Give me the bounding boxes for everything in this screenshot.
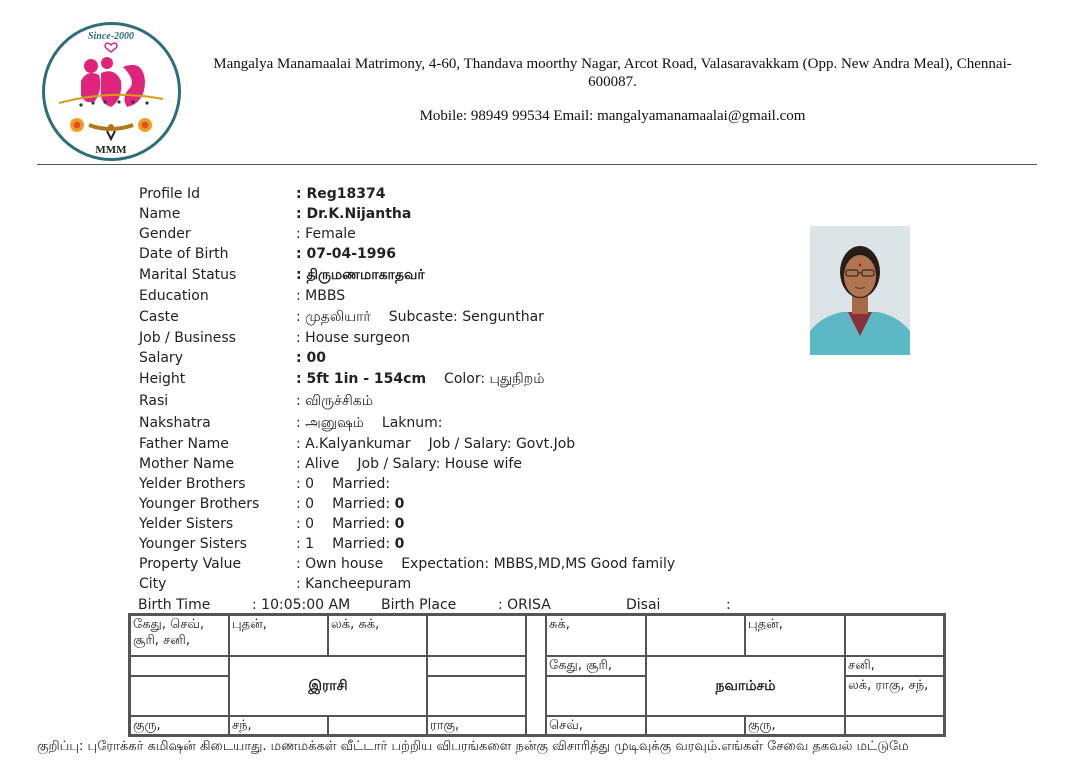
horoscope-charts <box>128 613 946 737</box>
field-label: Rasi <box>139 393 169 409</box>
rasi-cell <box>427 676 526 716</box>
field-label: Education <box>139 288 209 304</box>
expectation-text: Expectation: MBBS,MD,MS Good family <box>401 556 676 572</box>
navamsam-chart-title: நவாம்சம் <box>646 656 845 716</box>
field-label: Job / Business <box>139 330 236 346</box>
married-label: Married: <box>332 476 391 492</box>
field-label: Marital Status <box>139 267 237 283</box>
field-value: : Reg18374 <box>296 186 386 202</box>
disai-value: : <box>726 597 731 613</box>
field-value: : House surgeon <box>296 330 411 346</box>
field-value: : திருமணமாகாதவர் <box>296 267 425 283</box>
father-job-text: Job / Salary: Govt.Job <box>428 436 576 452</box>
agency-address: Mangalya Manamaalai Matrimony, 4-60, Thandava moorthy Nagar, Arcot Road, Valasaravakkam (Opp. New Andra Meal), Chennai-600087. <box>213 56 1012 90</box>
field-value: : Alive <box>296 456 340 472</box>
rasi-cell <box>328 716 427 735</box>
navamsam-cell <box>546 676 646 716</box>
birth-time-value: : 10:05:00 AM <box>252 597 351 613</box>
rasi-chart-title: இராசி <box>229 656 427 716</box>
chart-separator <box>526 615 546 735</box>
rasi-cell <box>130 676 229 716</box>
navamsam-cell: லக், ராகு, சந், <box>845 676 944 716</box>
field-label: Gender <box>139 226 191 242</box>
field-value: : MBBS <box>296 288 346 304</box>
field-label: Profile Id <box>139 186 200 202</box>
married-value: 0 <box>394 536 405 552</box>
field-label: Height <box>139 371 186 387</box>
field-label: Salary <box>139 350 183 366</box>
field-label: Nakshatra <box>139 415 211 431</box>
rasi-cell: லக், சுக், <box>328 615 427 656</box>
agency-header <box>200 55 1025 125</box>
disclaimer-note: குறிப்பு: புரோக்கர் கமிஷன் கிடையாது. மணமக்கள் வீட்டார் பற்றிய விபரங்களை நன்கு விசாரித்து முடிவுக்கு வரவும்.எங்கள் சேவை தகவல் மட்டுமே <box>37 739 909 754</box>
navamsam-cell: புதன், <box>745 615 845 656</box>
field-value: : 0 <box>296 516 315 532</box>
company-logo <box>41 21 182 162</box>
married-value: 0 <box>394 496 405 512</box>
birth-place-value: : ORISA <box>498 597 551 613</box>
field-value: : விருச்சிகம் <box>296 393 374 409</box>
married-label: Married: <box>332 516 391 532</box>
married-value: 0 <box>394 516 405 532</box>
field-value: : 5ft 1in - 154cm <box>296 371 427 387</box>
navamsam-cell: குரு, <box>745 716 845 735</box>
field-label: Yelder Brothers <box>139 476 246 492</box>
married-label: Married: <box>332 496 391 512</box>
field-value: : 1 <box>296 536 315 552</box>
subcaste-text: Subcaste: Sengunthar <box>388 309 544 325</box>
header-divider <box>37 164 1037 165</box>
birth-time-label: Birth Time <box>138 597 211 613</box>
rasi-cell: புதன், <box>229 615 328 656</box>
navamsam-cell <box>845 716 944 735</box>
logo-initials: MMM <box>95 144 127 156</box>
field-label: Yelder Sisters <box>139 516 234 532</box>
field-label: Younger Brothers <box>139 496 260 512</box>
field-label: Caste <box>139 309 179 325</box>
field-value: : அனுஷம் <box>296 415 364 431</box>
field-label: City <box>139 576 167 592</box>
navamsam-cell: செவ், <box>546 716 646 735</box>
logo-since-text: Since-2000 <box>87 31 135 42</box>
rasi-cell: ராகு, <box>427 716 526 735</box>
rasi-cell: சந், <box>229 716 328 735</box>
rasi-cell <box>130 656 229 676</box>
field-label: Name <box>139 206 181 222</box>
field-value: : Kancheepuram <box>296 576 412 592</box>
field-label: Date of Birth <box>139 246 229 262</box>
married-label: Married: <box>332 536 391 552</box>
field-value: : 0 <box>296 496 315 512</box>
field-value: : முதலியார் <box>296 309 371 325</box>
disai-label: Disai <box>626 597 661 613</box>
navamsam-cell <box>646 615 745 656</box>
field-value: : Female <box>296 226 356 242</box>
navamsam-cell: சுக், <box>546 615 646 656</box>
field-value: : A.Kalyankumar <box>296 436 411 452</box>
field-value: : 00 <box>296 350 326 366</box>
agency-contact: Mobile: 98949 99534 Email: mangalyamanamaalai@gmail.com <box>419 108 806 124</box>
field-value: : 0 <box>296 476 315 492</box>
field-label: Mother Name <box>139 456 235 472</box>
rasi-cell <box>427 656 526 676</box>
navamsam-cell: கேது, சூரி, <box>546 656 646 676</box>
field-value: : Own house <box>296 556 384 572</box>
field-label: Property Value <box>139 556 242 572</box>
laknum-text: Laknum: <box>381 415 443 431</box>
birth-place-label: Birth Place <box>381 597 457 613</box>
field-label: Younger Sisters <box>139 536 247 552</box>
field-value: : Dr.K.Nijantha <box>296 206 412 222</box>
rasi-cell <box>427 615 526 656</box>
field-label: Father Name <box>139 436 229 452</box>
color-text: Color: புதுநிறம் <box>444 371 545 387</box>
rasi-cell: கேது, செவ், சூரி, சனி, <box>130 615 229 656</box>
navamsam-cell: சனி, <box>845 656 944 676</box>
field-value: : 07-04-1996 <box>296 246 397 262</box>
navamsam-cell <box>646 716 745 735</box>
navamsam-cell <box>845 615 944 656</box>
profile-photo <box>810 226 910 355</box>
mother-job-text: Job / Salary: House wife <box>357 456 522 472</box>
rasi-cell: குரு, <box>130 716 229 735</box>
